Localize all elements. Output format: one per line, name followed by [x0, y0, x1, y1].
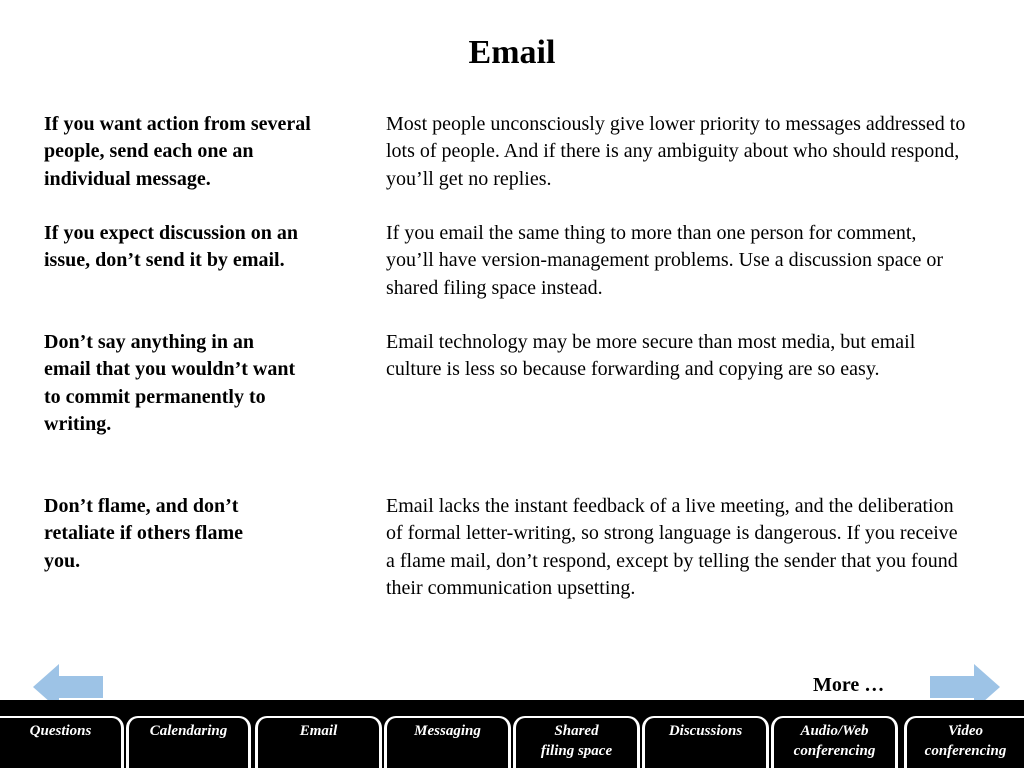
tab-label: Shared: [554, 723, 599, 739]
tab-video-conferencing[interactable]: [904, 716, 1024, 768]
explanation-text-3: Email technology may be more secure than most media, but email culture is less so because forwarding and copying are so easy.: [386, 331, 916, 381]
explanation-text-4: Email lacks the instant feedback of a live meeting, and the deliberation of formal letter-writing, so strong language is dangerous. If you receive a flame mail, don’t respond, except by telling the sender that you found their communication upsetting.: [386, 495, 958, 599]
tab-label-line2: conferencing: [924, 743, 1007, 759]
tab-label-line2: conferencing: [793, 743, 876, 759]
tab-questions[interactable]: [0, 716, 124, 768]
tab-discussions[interactable]: [642, 716, 769, 768]
tip-text-2: If you expect discussion on an issue, don’t send it by email.: [44, 222, 298, 272]
tab-label: Discussions: [668, 723, 743, 739]
page-title: Email: [468, 34, 556, 71]
tip-text-1: If you want action from several people, send each one an individual message.: [44, 113, 311, 190]
tab-email[interactable]: [255, 716, 382, 768]
tip-text-3: Don’t say anything in an email that you wouldn’t want to commit permanently to writing.: [44, 331, 296, 435]
tab-label: Calendaring: [149, 723, 228, 739]
tab-label-line2: filing space: [540, 743, 613, 759]
tab-calendaring[interactable]: [126, 716, 251, 768]
tab-label: Email: [299, 723, 338, 739]
tab-label: Audio/Web: [800, 723, 869, 739]
explanation-text-1: Most people unconsciously give lower priority to messages addressed to lots of people. And if there is any ambiguity about who should respond, you’ll get no replies.: [386, 113, 966, 190]
explanation-text-2: If you email the same thing to more than one person for comment, you’ll have version-management problems. Use a discussion space or shared filing space instead.: [386, 222, 944, 299]
tab-messaging[interactable]: [384, 716, 511, 768]
more-link[interactable]: More …: [813, 674, 885, 696]
tab-label: Messaging: [414, 723, 481, 739]
tab-label: Video: [947, 723, 983, 739]
tab-label: Questions: [29, 723, 92, 739]
tab-shared-filing-space[interactable]: [513, 716, 640, 768]
tab-audio-web-conferencing[interactable]: [771, 716, 898, 768]
tip-text-4: Don’t flame, and don’t retaliate if others flame you.: [44, 495, 243, 572]
